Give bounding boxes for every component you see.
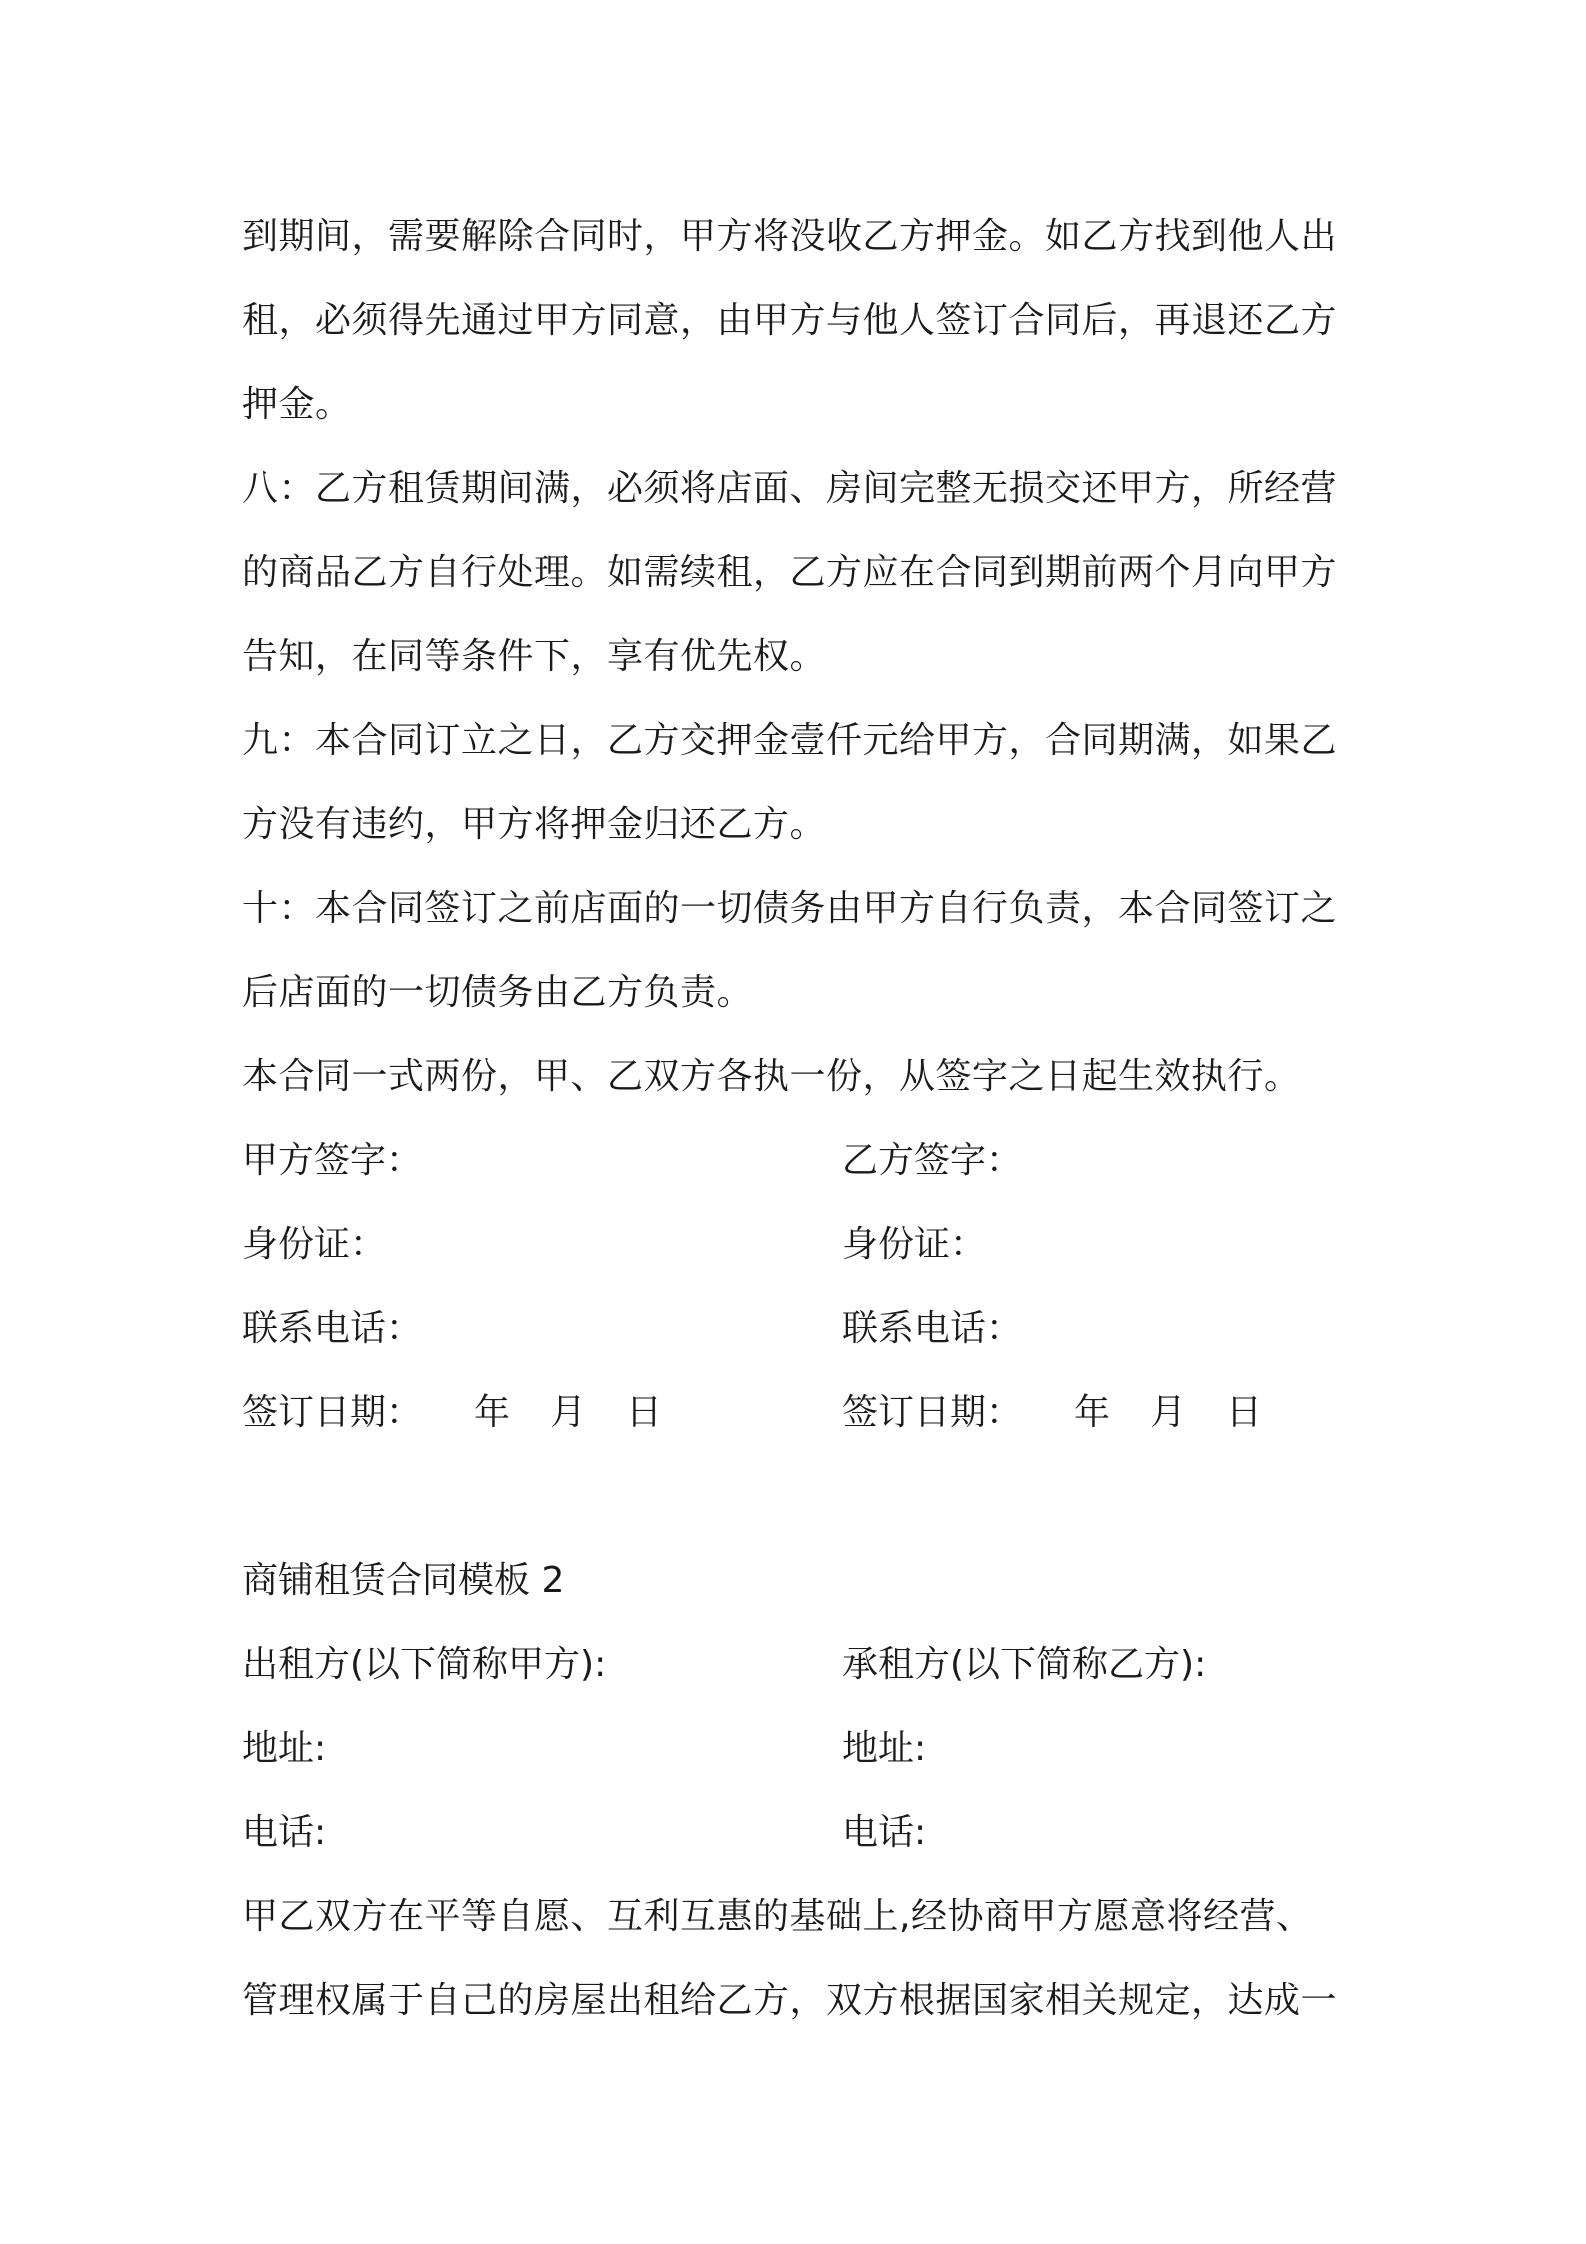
clause-nine-line: 九：本合同订立之日，乙方交押金壹仟元给甲方，合同期满，如果乙 [242,720,1338,761]
clause-ten-line: 后店面的一切债务由乙方负责。 [242,972,754,1013]
party-a-date-label: 签订日期： [242,1392,423,1433]
party-b-date [842,1371,1362,1455]
phone-row [242,1287,1362,1371]
id-row [242,1203,1362,1287]
document-content [242,195,1362,2043]
paragraph-line: 租，必须得先通过甲方同意，由甲方与他人签订合同后，再退还乙方 [242,300,1338,341]
party-a-id-label: 身份证： [242,1224,387,1265]
day-label: 日 [1226,1392,1263,1433]
signature-row [242,1119,1362,1203]
lessor-phone-label: 电话: [242,1812,327,1853]
party-a-sign-label: 甲方签字： [242,1140,423,1181]
party-b-date-label: 签订日期： [842,1392,1023,1433]
year-label: 年 [1074,1392,1111,1433]
year-label: 年 [474,1392,511,1433]
lessee-address-label: 地址: [842,1728,927,1769]
lessee-phone-label: 电话: [842,1812,927,1853]
date-row [242,1371,1362,1455]
party-b-sign-label: 乙方签字： [842,1140,1023,1181]
clause-ten-line: 十：本合同签订之前店面的一切债务由甲方自行负责，本合同签订之 [242,888,1338,929]
clause-nine-line: 方没有违约，甲方将押金归还乙方。 [242,804,827,845]
party-b-date-fields [1074,1371,1262,1455]
month-label: 月 [550,1392,587,1433]
paragraph-line: 到期间，需要解除合同时，甲方将没收乙方押金。如乙方找到他人出 [242,216,1338,257]
clause-eight-line: 八：乙方租赁期间满，必须将店面、房间完整无损交还甲方，所经营 [242,468,1338,509]
parties-row [242,1623,1362,1707]
party-b-id-label: 身份证： [842,1224,987,1265]
party-a-date [242,1371,842,1455]
clause-eight-line: 告知，在同等条件下，享有优先权。 [242,636,827,677]
party-a-date-fields [474,1371,662,1455]
lessor-address-label: 地址: [242,1728,327,1769]
clause-eight-line: 的商品乙方自行处理。如需续租，乙方应在合同到期前两个月向甲方 [242,552,1338,593]
section-gap [242,1455,1362,1539]
lessee-label: 承租方(以下简称乙方): [842,1644,1207,1685]
party-a-phone-label: 联系电话： [242,1308,423,1349]
paragraph-line: 押金。 [242,384,352,425]
intro-line: 甲乙双方在平等自愿、互利互惠的基础上,经协商甲方愿意将经营、 [242,1896,1313,1937]
template-2-title: 商铺租赁合同模板 2 [242,1560,565,1601]
day-label: 日 [626,1392,663,1433]
copies-clause: 本合同一式两份，甲、乙双方各执一份，从签字之日起生效执行。 [242,1056,1301,1097]
lessor-label: 出租方(以下简称甲方): [242,1644,607,1685]
phone-row-2 [242,1791,1362,1875]
party-b-phone-label: 联系电话： [842,1308,1023,1349]
address-row [242,1707,1362,1791]
intro-line: 管理权属于自己的房屋出租给乙方，双方根据国家相关规定，达成一 [242,1980,1338,2021]
month-label: 月 [1150,1392,1187,1433]
